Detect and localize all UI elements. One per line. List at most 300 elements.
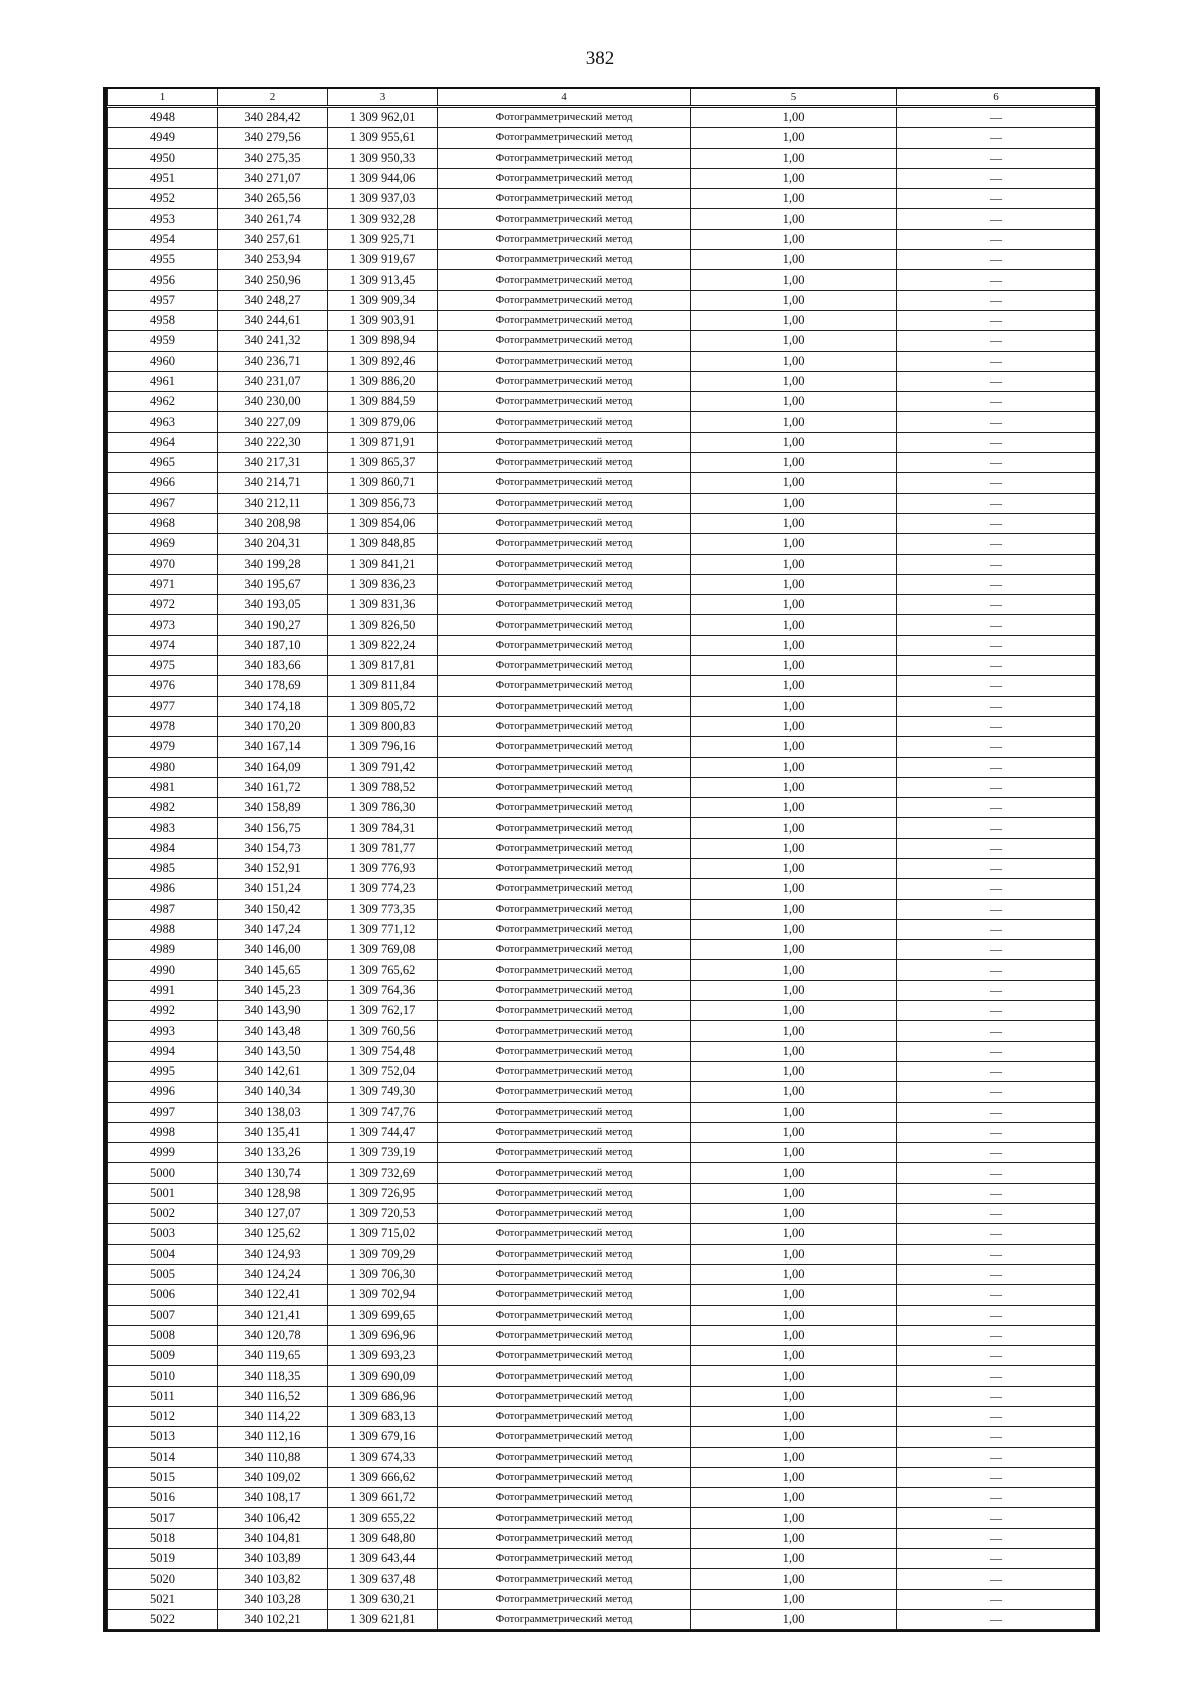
accuracy-cell: 1,00	[691, 1325, 897, 1345]
y-coordinate-cell: 1 309 760,56	[328, 1021, 438, 1041]
y-coordinate-cell: 1 309 674,33	[328, 1447, 438, 1467]
x-coordinate-cell: 340 104,81	[218, 1528, 328, 1548]
accuracy-cell: 1,00	[691, 1224, 897, 1244]
accuracy-cell: 1,00	[691, 1143, 897, 1163]
description-cell: —	[897, 1427, 1096, 1447]
y-coordinate-cell: 1 309 696,96	[328, 1325, 438, 1345]
table-row	[108, 818, 1096, 838]
accuracy-cell: 1,00	[691, 858, 897, 878]
y-coordinate-cell: 1 309 752,04	[328, 1061, 438, 1081]
point-number-cell: 4989	[108, 940, 218, 960]
point-number-cell: 4969	[108, 534, 218, 554]
description-cell: —	[897, 1589, 1096, 1609]
description-cell: —	[897, 229, 1096, 249]
x-coordinate-cell: 340 142,61	[218, 1061, 328, 1081]
accuracy-cell: 1,00	[691, 980, 897, 1000]
point-number-cell: 5005	[108, 1264, 218, 1284]
table-row	[108, 656, 1096, 676]
method-cell: Фотограмметрический метод	[438, 1528, 691, 1548]
y-coordinate-cell: 1 309 884,59	[328, 392, 438, 412]
method-cell: Фотограмметрический метод	[438, 1549, 691, 1569]
point-number-cell: 5022	[108, 1609, 218, 1629]
table-row	[108, 858, 1096, 878]
accuracy-cell: 1,00	[691, 1264, 897, 1284]
x-coordinate-cell: 340 103,28	[218, 1589, 328, 1609]
accuracy-cell: 1,00	[691, 1346, 897, 1366]
table-row	[108, 1447, 1096, 1467]
method-cell: Фотограмметрический метод	[438, 1224, 691, 1244]
y-coordinate-cell: 1 309 732,69	[328, 1163, 438, 1183]
point-number-cell: 5002	[108, 1204, 218, 1224]
y-coordinate-cell: 1 309 962,01	[328, 107, 438, 128]
description-cell: —	[897, 290, 1096, 310]
point-number-cell: 4960	[108, 351, 218, 371]
x-coordinate-cell: 340 158,89	[218, 798, 328, 818]
method-cell: Фотограмметрический метод	[438, 798, 691, 818]
accuracy-cell: 1,00	[691, 371, 897, 391]
x-coordinate-cell: 340 214,71	[218, 473, 328, 493]
point-number-cell: 4993	[108, 1021, 218, 1041]
point-number-cell: 4979	[108, 737, 218, 757]
column-header-6: 6	[897, 89, 1096, 107]
table-row	[108, 1366, 1096, 1386]
y-coordinate-cell: 1 309 898,94	[328, 331, 438, 351]
accuracy-cell: 1,00	[691, 1549, 897, 1569]
table-row	[108, 1061, 1096, 1081]
y-coordinate-cell: 1 309 860,71	[328, 473, 438, 493]
accuracy-cell: 1,00	[691, 1183, 897, 1203]
point-number-cell: 5010	[108, 1366, 218, 1386]
x-coordinate-cell: 340 217,31	[218, 453, 328, 473]
accuracy-cell: 1,00	[691, 453, 897, 473]
description-cell: —	[897, 1122, 1096, 1142]
x-coordinate-cell: 340 275,35	[218, 148, 328, 168]
table-row	[108, 1508, 1096, 1528]
x-coordinate-cell: 340 120,78	[218, 1325, 328, 1345]
description-cell: —	[897, 716, 1096, 736]
point-number-cell: 5004	[108, 1244, 218, 1264]
point-number-cell: 5018	[108, 1528, 218, 1548]
description-cell: —	[897, 960, 1096, 980]
description-cell: —	[897, 615, 1096, 635]
point-number-cell: 5017	[108, 1508, 218, 1528]
description-cell: —	[897, 473, 1096, 493]
description-cell: —	[897, 331, 1096, 351]
method-cell: Фотограмметрический метод	[438, 1569, 691, 1589]
description-cell: —	[897, 1021, 1096, 1041]
y-coordinate-cell: 1 309 769,08	[328, 940, 438, 960]
method-cell: Фотограмметрический метод	[438, 107, 691, 128]
y-coordinate-cell: 1 309 709,29	[328, 1244, 438, 1264]
table-row	[108, 250, 1096, 270]
accuracy-cell: 1,00	[691, 1407, 897, 1427]
point-number-cell: 4956	[108, 270, 218, 290]
accuracy-cell: 1,00	[691, 899, 897, 919]
x-coordinate-cell: 340 154,73	[218, 838, 328, 858]
method-cell: Фотограмметрический метод	[438, 1163, 691, 1183]
x-coordinate-cell: 340 187,10	[218, 635, 328, 655]
x-coordinate-cell: 340 140,34	[218, 1082, 328, 1102]
accuracy-cell: 1,00	[691, 148, 897, 168]
table-row	[108, 189, 1096, 209]
point-number-cell: 4974	[108, 635, 218, 655]
point-number-cell: 4997	[108, 1102, 218, 1122]
method-cell: Фотограмметрический метод	[438, 1102, 691, 1122]
description-cell: —	[897, 798, 1096, 818]
table-row	[108, 574, 1096, 594]
point-number-cell: 5020	[108, 1569, 218, 1589]
method-cell: Фотограмметрический метод	[438, 1264, 691, 1284]
accuracy-cell: 1,00	[691, 1082, 897, 1102]
table-row	[108, 1285, 1096, 1305]
description-cell: —	[897, 1508, 1096, 1528]
table-row	[108, 1528, 1096, 1548]
y-coordinate-cell: 1 309 786,30	[328, 798, 438, 818]
method-cell: Фотограмметрический метод	[438, 919, 691, 939]
y-coordinate-cell: 1 309 762,17	[328, 1001, 438, 1021]
y-coordinate-cell: 1 309 909,34	[328, 290, 438, 310]
accuracy-cell: 1,00	[691, 554, 897, 574]
y-coordinate-cell: 1 309 932,28	[328, 209, 438, 229]
y-coordinate-cell: 1 309 854,06	[328, 513, 438, 533]
y-coordinate-cell: 1 309 784,31	[328, 818, 438, 838]
y-coordinate-cell: 1 309 749,30	[328, 1082, 438, 1102]
y-coordinate-cell: 1 309 817,81	[328, 656, 438, 676]
method-cell: Фотограмметрический метод	[438, 168, 691, 188]
table-row	[108, 737, 1096, 757]
x-coordinate-cell: 340 174,18	[218, 696, 328, 716]
y-coordinate-cell: 1 309 776,93	[328, 858, 438, 878]
y-coordinate-cell: 1 309 720,53	[328, 1204, 438, 1224]
description-cell: —	[897, 676, 1096, 696]
table-row	[108, 1346, 1096, 1366]
accuracy-cell: 1,00	[691, 168, 897, 188]
y-coordinate-cell: 1 309 919,67	[328, 250, 438, 270]
table-row	[108, 392, 1096, 412]
x-coordinate-cell: 340 284,42	[218, 107, 328, 128]
x-coordinate-cell: 340 125,62	[218, 1224, 328, 1244]
method-cell: Фотограмметрический метод	[438, 879, 691, 899]
accuracy-cell: 1,00	[691, 1488, 897, 1508]
y-coordinate-cell: 1 309 822,24	[328, 635, 438, 655]
method-cell: Фотограмметрический метод	[438, 1427, 691, 1447]
description-cell: —	[897, 270, 1096, 290]
y-coordinate-cell: 1 309 841,21	[328, 554, 438, 574]
table-row	[108, 493, 1096, 513]
method-cell: Фотограмметрический метод	[438, 696, 691, 716]
description-cell: —	[897, 1224, 1096, 1244]
point-number-cell: 5013	[108, 1427, 218, 1447]
description-cell: —	[897, 351, 1096, 371]
method-cell: Фотограмметрический метод	[438, 1407, 691, 1427]
y-coordinate-cell: 1 309 925,71	[328, 229, 438, 249]
accuracy-cell: 1,00	[691, 1204, 897, 1224]
x-coordinate-cell: 340 146,00	[218, 940, 328, 960]
x-coordinate-cell: 340 183,66	[218, 656, 328, 676]
description-cell: —	[897, 432, 1096, 452]
accuracy-cell: 1,00	[691, 229, 897, 249]
point-number-cell: 4975	[108, 656, 218, 676]
point-number-cell: 4991	[108, 980, 218, 1000]
description-cell: —	[897, 879, 1096, 899]
accuracy-cell: 1,00	[691, 960, 897, 980]
point-number-cell: 4970	[108, 554, 218, 574]
x-coordinate-cell: 340 124,24	[218, 1264, 328, 1284]
point-number-cell: 4986	[108, 879, 218, 899]
description-cell: —	[897, 1305, 1096, 1325]
accuracy-cell: 1,00	[691, 107, 897, 128]
description-cell: —	[897, 1549, 1096, 1569]
description-cell: —	[897, 1569, 1096, 1589]
x-coordinate-cell: 340 212,11	[218, 493, 328, 513]
method-cell: Фотограмметрический метод	[438, 1589, 691, 1609]
x-coordinate-cell: 340 135,41	[218, 1122, 328, 1142]
method-cell: Фотограмметрический метод	[438, 1001, 691, 1021]
table-row	[108, 960, 1096, 980]
x-coordinate-cell: 340 108,17	[218, 1488, 328, 1508]
table-row	[108, 595, 1096, 615]
table-row	[108, 554, 1096, 574]
point-number-cell: 4978	[108, 716, 218, 736]
x-coordinate-cell: 340 227,09	[218, 412, 328, 432]
method-cell: Фотограмметрический метод	[438, 351, 691, 371]
point-number-cell: 4985	[108, 858, 218, 878]
table-row	[108, 1427, 1096, 1447]
point-number-cell: 4952	[108, 189, 218, 209]
point-number-cell: 5008	[108, 1325, 218, 1345]
accuracy-cell: 1,00	[691, 310, 897, 330]
description-cell: —	[897, 1325, 1096, 1345]
accuracy-cell: 1,00	[691, 1163, 897, 1183]
point-number-cell: 4982	[108, 798, 218, 818]
description-cell: —	[897, 818, 1096, 838]
method-cell: Фотограмметрический метод	[438, 737, 691, 757]
point-number-cell: 5012	[108, 1407, 218, 1427]
method-cell: Фотограмметрический метод	[438, 1285, 691, 1305]
accuracy-cell: 1,00	[691, 1041, 897, 1061]
method-cell: Фотограмметрический метод	[438, 1143, 691, 1163]
point-number-cell: 5014	[108, 1447, 218, 1467]
description-cell: —	[897, 1609, 1096, 1629]
description-cell: —	[897, 635, 1096, 655]
x-coordinate-cell: 340 161,72	[218, 777, 328, 797]
table-row	[108, 534, 1096, 554]
point-number-cell: 4984	[108, 838, 218, 858]
description-cell: —	[897, 513, 1096, 533]
method-cell: Фотограмметрический метод	[438, 148, 691, 168]
accuracy-cell: 1,00	[691, 737, 897, 757]
table-row	[108, 1122, 1096, 1142]
accuracy-cell: 1,00	[691, 1102, 897, 1122]
description-cell: —	[897, 392, 1096, 412]
point-number-cell: 4950	[108, 148, 218, 168]
table-row	[108, 229, 1096, 249]
method-cell: Фотограмметрический метод	[438, 1366, 691, 1386]
y-coordinate-cell: 1 309 774,23	[328, 879, 438, 899]
description-cell: —	[897, 858, 1096, 878]
table-row	[108, 1467, 1096, 1487]
y-coordinate-cell: 1 309 781,77	[328, 838, 438, 858]
description-cell: —	[897, 696, 1096, 716]
description-cell: —	[897, 737, 1096, 757]
accuracy-cell: 1,00	[691, 1001, 897, 1021]
description-cell: —	[897, 595, 1096, 615]
point-number-cell: 5007	[108, 1305, 218, 1325]
table-row	[108, 1021, 1096, 1041]
y-coordinate-cell: 1 309 788,52	[328, 777, 438, 797]
table-row	[108, 412, 1096, 432]
method-cell: Фотограмметрический метод	[438, 1082, 691, 1102]
accuracy-cell: 1,00	[691, 473, 897, 493]
x-coordinate-cell: 340 222,30	[218, 432, 328, 452]
description-cell: —	[897, 1407, 1096, 1427]
table-row	[108, 1102, 1096, 1122]
y-coordinate-cell: 1 309 754,48	[328, 1041, 438, 1061]
y-coordinate-cell: 1 309 747,76	[328, 1102, 438, 1122]
x-coordinate-cell: 340 124,93	[218, 1244, 328, 1264]
page-number: 382	[585, 48, 615, 69]
x-coordinate-cell: 340 271,07	[218, 168, 328, 188]
table-row	[108, 838, 1096, 858]
x-coordinate-cell: 340 250,96	[218, 270, 328, 290]
method-cell: Фотограмметрический метод	[438, 1061, 691, 1081]
y-coordinate-cell: 1 309 726,95	[328, 1183, 438, 1203]
y-coordinate-cell: 1 309 643,44	[328, 1549, 438, 1569]
method-cell: Фотограмметрический метод	[438, 676, 691, 696]
point-number-cell: 4972	[108, 595, 218, 615]
table-row	[108, 1569, 1096, 1589]
x-coordinate-cell: 340 230,00	[218, 392, 328, 412]
point-number-cell: 4996	[108, 1082, 218, 1102]
table-row	[108, 615, 1096, 635]
y-coordinate-cell: 1 309 811,84	[328, 676, 438, 696]
description-cell: —	[897, 371, 1096, 391]
point-number-cell: 4965	[108, 453, 218, 473]
table-row	[108, 899, 1096, 919]
description-cell: —	[897, 757, 1096, 777]
accuracy-cell: 1,00	[691, 209, 897, 229]
column-header-1: 1	[108, 89, 218, 107]
accuracy-cell: 1,00	[691, 879, 897, 899]
y-coordinate-cell: 1 309 706,30	[328, 1264, 438, 1284]
point-number-cell: 4964	[108, 432, 218, 452]
method-cell: Фотограмметрический метод	[438, 392, 691, 412]
y-coordinate-cell: 1 309 686,96	[328, 1386, 438, 1406]
point-number-cell: 4949	[108, 128, 218, 148]
accuracy-cell: 1,00	[691, 696, 897, 716]
accuracy-cell: 1,00	[691, 392, 897, 412]
point-number-cell: 4987	[108, 899, 218, 919]
accuracy-cell: 1,00	[691, 635, 897, 655]
description-cell: —	[897, 128, 1096, 148]
table-row	[108, 676, 1096, 696]
table-row	[108, 432, 1096, 452]
table-row	[108, 371, 1096, 391]
method-cell: Фотограмметрический метод	[438, 331, 691, 351]
y-coordinate-cell: 1 309 693,23	[328, 1346, 438, 1366]
description-cell: —	[897, 412, 1096, 432]
y-coordinate-cell: 1 309 944,06	[328, 168, 438, 188]
table-row	[108, 107, 1096, 128]
description-cell: —	[897, 1082, 1096, 1102]
description-cell: —	[897, 980, 1096, 1000]
method-cell: Фотограмметрический метод	[438, 1325, 691, 1345]
table-row	[108, 757, 1096, 777]
description-cell: —	[897, 838, 1096, 858]
accuracy-cell: 1,00	[691, 716, 897, 736]
table-row	[108, 1183, 1096, 1203]
x-coordinate-cell: 340 204,31	[218, 534, 328, 554]
method-cell: Фотограмметрический метод	[438, 473, 691, 493]
method-cell: Фотограмметрический метод	[438, 757, 691, 777]
table-row	[108, 1609, 1096, 1629]
y-coordinate-cell: 1 309 699,65	[328, 1305, 438, 1325]
method-cell: Фотограмметрический метод	[438, 554, 691, 574]
table-row	[108, 331, 1096, 351]
description-cell: —	[897, 310, 1096, 330]
method-cell: Фотограмметрический метод	[438, 493, 691, 513]
method-cell: Фотограмметрический метод	[438, 777, 691, 797]
x-coordinate-cell: 340 167,14	[218, 737, 328, 757]
accuracy-cell: 1,00	[691, 493, 897, 513]
point-number-cell: 4973	[108, 615, 218, 635]
method-cell: Фотограмметрический метод	[438, 615, 691, 635]
x-coordinate-cell: 340 152,91	[218, 858, 328, 878]
table-row	[108, 148, 1096, 168]
method-cell: Фотограмметрический метод	[438, 656, 691, 676]
x-coordinate-cell: 340 143,90	[218, 1001, 328, 1021]
y-coordinate-cell: 1 309 836,23	[328, 574, 438, 594]
method-cell: Фотограмметрический метод	[438, 574, 691, 594]
y-coordinate-cell: 1 309 683,13	[328, 1407, 438, 1427]
point-number-cell: 4967	[108, 493, 218, 513]
y-coordinate-cell: 1 309 831,36	[328, 595, 438, 615]
point-number-cell: 5003	[108, 1224, 218, 1244]
point-number-cell: 4958	[108, 310, 218, 330]
point-number-cell: 4951	[108, 168, 218, 188]
accuracy-cell: 1,00	[691, 818, 897, 838]
coordinates-table	[107, 89, 1096, 1630]
x-coordinate-cell: 340 128,98	[218, 1183, 328, 1203]
accuracy-cell: 1,00	[691, 838, 897, 858]
x-coordinate-cell: 340 156,75	[218, 818, 328, 838]
y-coordinate-cell: 1 309 637,48	[328, 1569, 438, 1589]
y-coordinate-cell: 1 309 856,73	[328, 493, 438, 513]
point-number-cell: 5011	[108, 1386, 218, 1406]
point-number-cell: 4961	[108, 371, 218, 391]
description-cell: —	[897, 1447, 1096, 1467]
method-cell: Фотограмметрический метод	[438, 1183, 691, 1203]
x-coordinate-cell: 340 241,32	[218, 331, 328, 351]
point-number-cell: 5019	[108, 1549, 218, 1569]
y-coordinate-cell: 1 309 937,03	[328, 189, 438, 209]
method-cell: Фотограмметрический метод	[438, 432, 691, 452]
point-number-cell: 4977	[108, 696, 218, 716]
description-cell: —	[897, 554, 1096, 574]
description-cell: —	[897, 940, 1096, 960]
y-coordinate-cell: 1 309 903,91	[328, 310, 438, 330]
accuracy-cell: 1,00	[691, 919, 897, 939]
x-coordinate-cell: 340 178,69	[218, 676, 328, 696]
x-coordinate-cell: 340 147,24	[218, 919, 328, 939]
accuracy-cell: 1,00	[691, 1508, 897, 1528]
description-cell: —	[897, 1285, 1096, 1305]
accuracy-cell: 1,00	[691, 656, 897, 676]
description-cell: —	[897, 168, 1096, 188]
method-cell: Фотограмметрический метод	[438, 371, 691, 391]
y-coordinate-cell: 1 309 715,02	[328, 1224, 438, 1244]
point-number-cell: 4981	[108, 777, 218, 797]
